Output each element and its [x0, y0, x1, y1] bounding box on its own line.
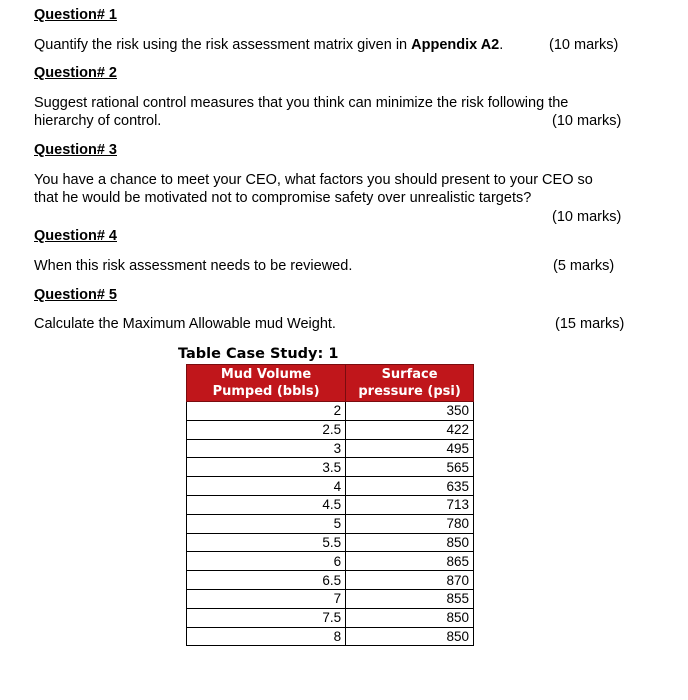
appendix-reference: Appendix A2 — [411, 37, 500, 53]
table-row — [187, 533, 474, 552]
surface-pressure-cell: 422 — [346, 420, 474, 439]
mud-volume-cell: 3 — [187, 439, 346, 458]
mud-volume-pressure-table — [186, 364, 474, 646]
question-3-marks: (10 marks) — [552, 209, 622, 225]
table-row — [187, 514, 474, 533]
mud-volume-cell: 2.5 — [187, 420, 346, 439]
question-5-text: Calculate the Maximum Allowable mud Weight. — [34, 316, 336, 332]
surface-pressure-cell: 350 — [346, 402, 474, 421]
header-surface-pressure-line2: pressure (psi) — [358, 384, 461, 399]
question-2-text-line2: hierarchy of control. — [34, 113, 162, 129]
table-header-row — [187, 365, 474, 402]
mud-volume-cell: 6 — [187, 552, 346, 571]
header-mud-volume — [187, 365, 346, 402]
mud-volume-cell: 7.5 — [187, 608, 346, 627]
question-3-heading: Question# 3 — [34, 142, 117, 158]
question-1-text-end: . — [499, 37, 504, 53]
question-4-marks: (5 marks) — [553, 258, 615, 274]
mud-volume-cell: 3.5 — [187, 458, 346, 477]
mud-volume-cell: 5 — [187, 514, 346, 533]
table-row — [187, 627, 474, 646]
table-caption: Table Case Study: 1 — [178, 346, 339, 362]
table-row — [187, 477, 474, 496]
table-row — [187, 458, 474, 477]
table-row — [187, 589, 474, 608]
table-row — [187, 571, 474, 590]
question-2-marks: (10 marks) — [552, 113, 622, 129]
header-mud-volume-line2: Pumped (bbls) — [212, 384, 320, 399]
surface-pressure-cell: 855 — [346, 589, 474, 608]
surface-pressure-cell: 780 — [346, 514, 474, 533]
mud-volume-cell: 5.5 — [187, 533, 346, 552]
table-row — [187, 552, 474, 571]
table-row — [187, 439, 474, 458]
question-1-marks: (10 marks) — [549, 37, 619, 53]
surface-pressure-cell: 635 — [346, 477, 474, 496]
table-body — [187, 402, 474, 646]
question-1-heading: Question# 1 — [34, 7, 117, 23]
table-row — [187, 608, 474, 627]
mud-volume-cell: 6.5 — [187, 571, 346, 590]
question-4-text: When this risk assessment needs to be reviewed. — [34, 258, 353, 274]
question-2-text-line1: Suggest rational control measures that you think can minimize the risk following the — [34, 95, 569, 111]
mud-volume-cell: 8 — [187, 627, 346, 646]
question-5-heading: Question# 5 — [34, 287, 117, 303]
question-3-text-line1: You have a chance to meet your CEO, what factors you should present to your CEO so — [34, 172, 593, 188]
question-3-text-line2: that he would be motivated not to compromise safety over unrealistic targets? — [34, 190, 532, 206]
surface-pressure-cell: 850 — [346, 627, 474, 646]
mud-volume-cell: 2 — [187, 402, 346, 421]
table-row — [187, 495, 474, 514]
question-1-text-part: Quantify the risk using the risk assessment matrix given in — [34, 37, 412, 53]
surface-pressure-cell: 870 — [346, 571, 474, 590]
header-surface-pressure-line1: Surface — [381, 367, 438, 382]
question-2-heading: Question# 2 — [34, 65, 117, 81]
surface-pressure-cell: 850 — [346, 533, 474, 552]
surface-pressure-cell: 850 — [346, 608, 474, 627]
question-1-text — [34, 37, 503, 53]
table-row — [187, 420, 474, 439]
surface-pressure-cell: 865 — [346, 552, 474, 571]
mud-volume-cell: 7 — [187, 589, 346, 608]
question-4-heading: Question# 4 — [34, 228, 117, 244]
mud-volume-cell: 4 — [187, 477, 346, 496]
surface-pressure-cell: 713 — [346, 495, 474, 514]
mud-volume-cell: 4.5 — [187, 495, 346, 514]
header-mud-volume-line1: Mud Volume — [220, 367, 312, 382]
surface-pressure-cell: 565 — [346, 458, 474, 477]
surface-pressure-cell: 495 — [346, 439, 474, 458]
question-5-marks: (15 marks) — [555, 316, 625, 332]
table-row — [187, 402, 474, 421]
header-surface-pressure — [346, 365, 474, 402]
